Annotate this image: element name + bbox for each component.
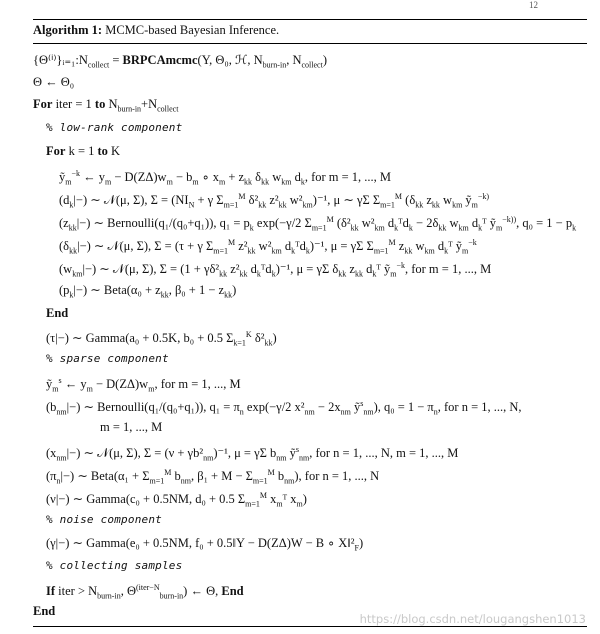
algo-line-signature: $\{\Theta^{(i)}\}ᵢ_{=1}:N_{collect}$ = BRPCAmcmc(Y, Θ₀, ℋ, $N_{burn-in}$, $N_{collect}$): [33, 53, 327, 70]
algo-line-ys: ỹ$_m^s$ ← $y_m - D(Z\Delta)w_m$, for m = 1, ..., M: [46, 376, 241, 394]
algo-line-dk: $(d_k|-)$ ∼ 𝒩(μ, Σ), $\Sigma = (NI_N + \gamma$ $\Sigma_{m=1}^M$ $\delta^2_{kk}$ $z^2_{kk}$ $w^2_{km})^{-1}$, μ ∼ γΣ $\Sigma_{m=1}^M$ ($\delta_{kk}$ $z_{kk}$ $w_{km}$ ỹ$_m^{-k)}$: [59, 192, 490, 210]
top-rule: [33, 19, 587, 20]
algo-line-init: Θ ← Θ₀: [33, 75, 75, 89]
algo-comment-collect: % collecting samples: [46, 559, 183, 572]
algo-line-for-k: For k = 1 to K: [46, 144, 121, 158]
algo-line-deltakk: $(\delta_{kk}|-)$ ∼ 𝒩(μ, Σ), Σ = (τ + γ $\Sigma_{m=1}^M$ $z^2_{kk}$ $w^2_{km}$ $d_kᵀd_k)^{-1}$, μ = γΣ $\Sigma_{m=1}^M$ $z_{kk}$ $w_{km}$ $d_kᵀ$ ỹ$_m^{-k}$: [59, 238, 477, 256]
algo-line-if: If iter > $N_{burn-in}$, $\Theta^{(iter-N}_{burn-in}$) ← Θ, End: [46, 583, 244, 601]
bottom-rule: [33, 626, 587, 627]
algo-line-pin: $(\pi_n|-)$ ∼ Beta(α₁ + $\Sigma_{m=1}^M$ $b_{nm}$, $\beta_1 + M - \Sigma_{m=1}^M$ $b_{nm}$), for n = 1, ..., N: [46, 468, 380, 486]
algo-line-end-k: End: [46, 306, 69, 320]
algorithm-label: Algorithm 1:: [33, 23, 103, 37]
algo-line-bnm: $(b_{nm}|-)$ ∼ Bernoulli(q₁/(q₀+q₁)), $q_1 = \pi_n$ exp(−γ/2 $x^2_{nm} - 2x_{nm}$ ỹ$^s_{nm}$), $q_0 = 1 - \pi_n$, for n = 1, ..., N,: [46, 399, 522, 417]
title-rule: [33, 43, 587, 44]
algo-line-tau: (τ|−) ∼ Gamma(a₀ + 0.5K, b₀ + 0.5 $\Sigma_{k=1}^K$ $\delta^2_{kk}$): [46, 330, 277, 348]
algo-line-for-iter: For iter = 1 to $N_{burn-in}+N_{collect}$: [33, 97, 179, 114]
algo-line-end-iter: End: [33, 604, 56, 618]
algo-line-zkk: $(z_{kk}|-)$ ∼ Bernoulli(q₁/(q₀+q₁)), $q_1 = p_k$ exp(−γ/2 $\Sigma_{m=1}^M$ ($\delta^2_{kk}$ $w^2_{km}$ $d_kᵀd_k - 2\delta_{kk}$ $w_{km}$ $d_kᵀ$ ỹ$_m^{-k))}$, $q_0 = 1 - p_k$: [59, 215, 577, 233]
algo-line-pk: $(p_k|-)$ ∼ Beta(α₀ + $z_{kk}$, $\beta_0 + 1 - z_{kk}$): [59, 283, 237, 300]
algo-line-bnm-cont: m = 1, ..., M: [100, 420, 163, 434]
algo-line-residual: ỹ$_m^{-k}$ ← $y_m - D(Z\Delta)w_m - b_m$ ∘ $x_m + z_{kk}$ $\delta_{kk}$ $w_{km}$ $d_k$, for m = 1, ..., M: [59, 169, 392, 187]
algorithm-title: [33, 23, 279, 38]
algo-line-wkm: $(w_{km}|-)$ ∼ 𝒩(μ, Σ), $\Sigma = (1 + \gamma\delta^2_{kk}$ $z^2_{kk}$ $d_kᵀd_k)^{-1}$, μ = γΣ $\delta_{kk}$ $z_{kk}$ $d_kᵀ$ ỹ$_m^{-k}$, for m = 1, ..., M: [59, 261, 492, 279]
algo-comment-sparse: % sparse component: [46, 352, 169, 365]
algo-comment-lowrank: % low-rank component: [46, 121, 183, 134]
algorithm-name: MCMC-based Bayesian Inference.: [105, 23, 280, 37]
algo-line-nu: (ν|−) ∼ Gamma(c₀ + 0.5NM, d₀ + 0.5 $\Sigma_{m=1}^M$ $x_mᵀ$ $x_m$): [46, 491, 307, 509]
watermark-url: https://blog.csdn.net/lougangshen1013: [359, 612, 586, 626]
algo-comment-noise: % noise component: [46, 513, 162, 526]
algo-line-gamma: (γ|−) ∼ Gamma(e₀ + 0.5NM, f₀ + 0.5‖Y − D(ZΔ)W − B ∘ $X‖^2_F$): [46, 536, 364, 553]
page-number: 12: [529, 0, 538, 10]
algo-line-xnm: $(x_{nm}|-)$ ∼ 𝒩(μ, Σ), $\Sigma = (\nu + \gamma b^2_{nm})^{-1}$, μ = γΣ $b_{nm}$ ỹ$^s_{nm}$, for n = 1, ..., N, m = 1, ..., M: [46, 445, 459, 463]
